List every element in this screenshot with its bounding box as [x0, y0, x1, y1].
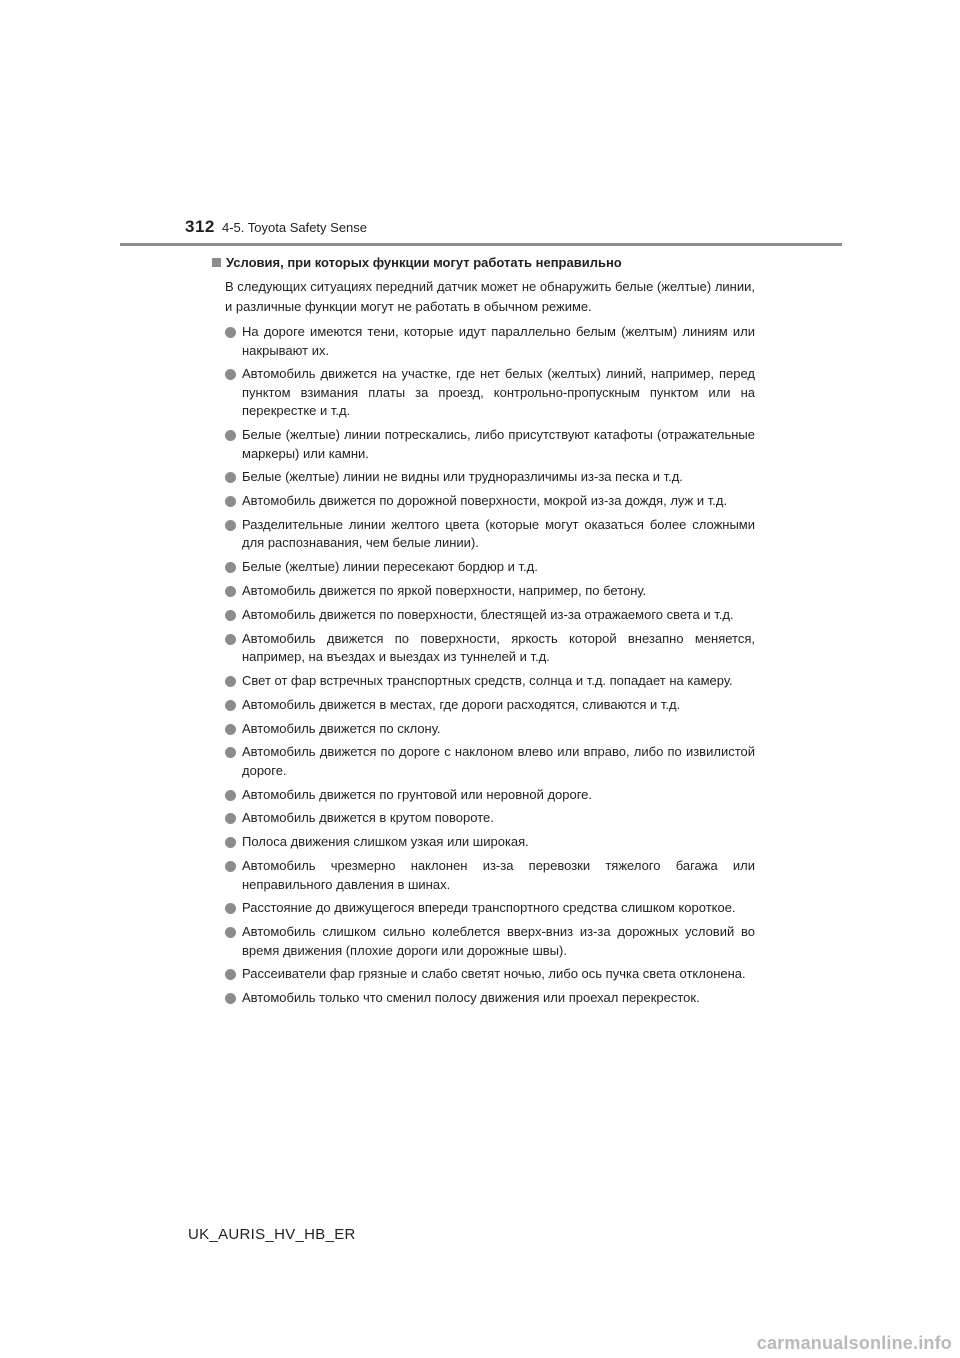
list-item-text: Автомобиль движется по поверхности, блестящей из-за отражаемого света и т.д. [242, 606, 734, 622]
circle-bullet-icon [225, 472, 236, 483]
list-item [210, 365, 755, 421]
list-item [210, 672, 755, 691]
section-title: 4-5. Toyota Safety Sense [222, 220, 368, 235]
list-item [210, 582, 755, 601]
circle-bullet-icon [225, 634, 236, 645]
page-header [0, 0, 960, 260]
circle-bullet-icon [225, 837, 236, 848]
list-item [210, 965, 755, 984]
list-item-text: Автомобиль движется в крутом повороте. [242, 810, 494, 826]
circle-bullet-icon [225, 610, 236, 621]
circle-bullet-icon [225, 700, 236, 711]
section-heading-text: Условия, при которых функции могут работать неправильно [226, 255, 622, 270]
list-item [210, 468, 755, 487]
list-item-text: Разделительные линии желтого цвета (которые могут оказаться более сложными для распознавания, чем белые линии). [242, 516, 755, 551]
list-item [210, 923, 755, 960]
list-item-text: Автомобиль только что сменил полосу движения или проехал перекресток. [242, 990, 700, 1006]
square-bullet-icon [212, 258, 221, 267]
circle-bullet-icon [225, 993, 236, 1004]
list-item-text: Белые (желтые) линии потрескались, либо присутствуют катафоты (отражательные маркеры) или камни. [242, 427, 755, 461]
circle-bullet-icon [225, 430, 236, 441]
list-item-text: Автомобиль движется по склону. [242, 720, 441, 736]
list-item [210, 516, 755, 553]
circle-bullet-icon [225, 747, 236, 758]
circle-bullet-icon [225, 327, 236, 338]
circle-bullet-icon [225, 562, 236, 573]
list-item-text: Автомобиль чрезмерно наклонен из-за перевозки тяжелого багажа или неправильного давления в шинах. [242, 858, 755, 892]
list-item [210, 786, 755, 805]
section-heading [210, 253, 755, 272]
list-item-text: Свет от фар встречных транспортных средств, солнца и т.д. попадает на камеру. [242, 672, 733, 688]
intro-paragraph: В следующих ситуациях передний датчик может не обнаружить белые (желтые) линии, и различные функции могут не работать в обычном режиме. [225, 279, 755, 314]
list-item-text: Автомобиль слишком сильно колеблется вверх-вниз из-за дорожных условий во время движения (плохие дороги или дорожные швы). [242, 924, 755, 958]
list-item [210, 606, 755, 625]
circle-bullet-icon [225, 927, 236, 938]
list-item [210, 426, 755, 463]
list-item [210, 630, 755, 667]
list-item [210, 809, 755, 828]
circle-bullet-icon [225, 903, 236, 914]
circle-bullet-icon [225, 813, 236, 824]
list-item [210, 558, 755, 577]
header-divider [120, 243, 842, 246]
circle-bullet-icon [225, 861, 236, 872]
circle-bullet-icon [225, 586, 236, 597]
condition-list [210, 323, 755, 1008]
list-item-text: Белые (желтые) линии не видны или трудноразличимы из-за песка и т.д. [242, 469, 683, 485]
circle-bullet-icon [225, 969, 236, 980]
list-item-text: Автомобиль движется в местах, где дороги расходятся, сливаются и т.д. [242, 696, 681, 712]
list-item [210, 899, 755, 918]
list-item [210, 720, 755, 739]
list-item [210, 323, 755, 360]
list-item [210, 743, 755, 780]
circle-bullet-icon [225, 520, 236, 531]
page-number: 312 [185, 217, 215, 236]
list-item-text: Автомобиль движется по яркой поверхности, например, по бетону. [242, 583, 647, 599]
list-item-text: Автомобиль движется по грунтовой или неровной дороге. [242, 786, 593, 802]
watermark-text: carmanualsonline.info [756, 1333, 952, 1353]
list-item-text: Рассеиватели фар грязные и слабо светят ночью, либо ось пучка света отклонена. [242, 966, 746, 982]
list-item-text: Автомобиль движется по дорожной поверхности, мокрой из-за дождя, луж и т.д. [242, 493, 728, 509]
list-item [210, 492, 755, 511]
circle-bullet-icon [225, 724, 236, 735]
list-item-text: Полоса движения слишком узкая или широкая. [242, 834, 529, 850]
circle-bullet-icon [225, 790, 236, 801]
list-item-text: Автомобиль движется на участке, где нет белых (желтых) линий, например, перед пунктом взимания платы за проезд, контрольно-пропускным пунктом или на перекрестке и т.д. [242, 366, 755, 419]
list-item-text: Автомобиль движется по поверхности, яркость которой внезапно меняется, например, на въездах и выездах из туннелей и т.д. [242, 630, 755, 665]
list-item-text: Автомобиль движется по дороге с наклоном влево или вправо, либо по извилистой дороге. [242, 744, 755, 778]
list-item-text: Белые (желтые) линии пересекают бордюр и т.д. [242, 559, 538, 575]
list-item-text: Расстояние до движущегося впереди транспортного средства слишком короткое. [242, 900, 736, 916]
document-id: UK_AURIS_HV_HB_ER [188, 1226, 356, 1243]
list-item [210, 857, 755, 894]
list-item-text: На дороге имеются тени, которые идут параллельно белым (желтым) линиям или накрывают их. [242, 324, 755, 358]
list-item [210, 696, 755, 715]
circle-bullet-icon [225, 369, 236, 380]
circle-bullet-icon [225, 496, 236, 507]
main-content [210, 253, 755, 1013]
list-item [210, 833, 755, 852]
list-item [210, 989, 755, 1008]
circle-bullet-icon [225, 676, 236, 687]
